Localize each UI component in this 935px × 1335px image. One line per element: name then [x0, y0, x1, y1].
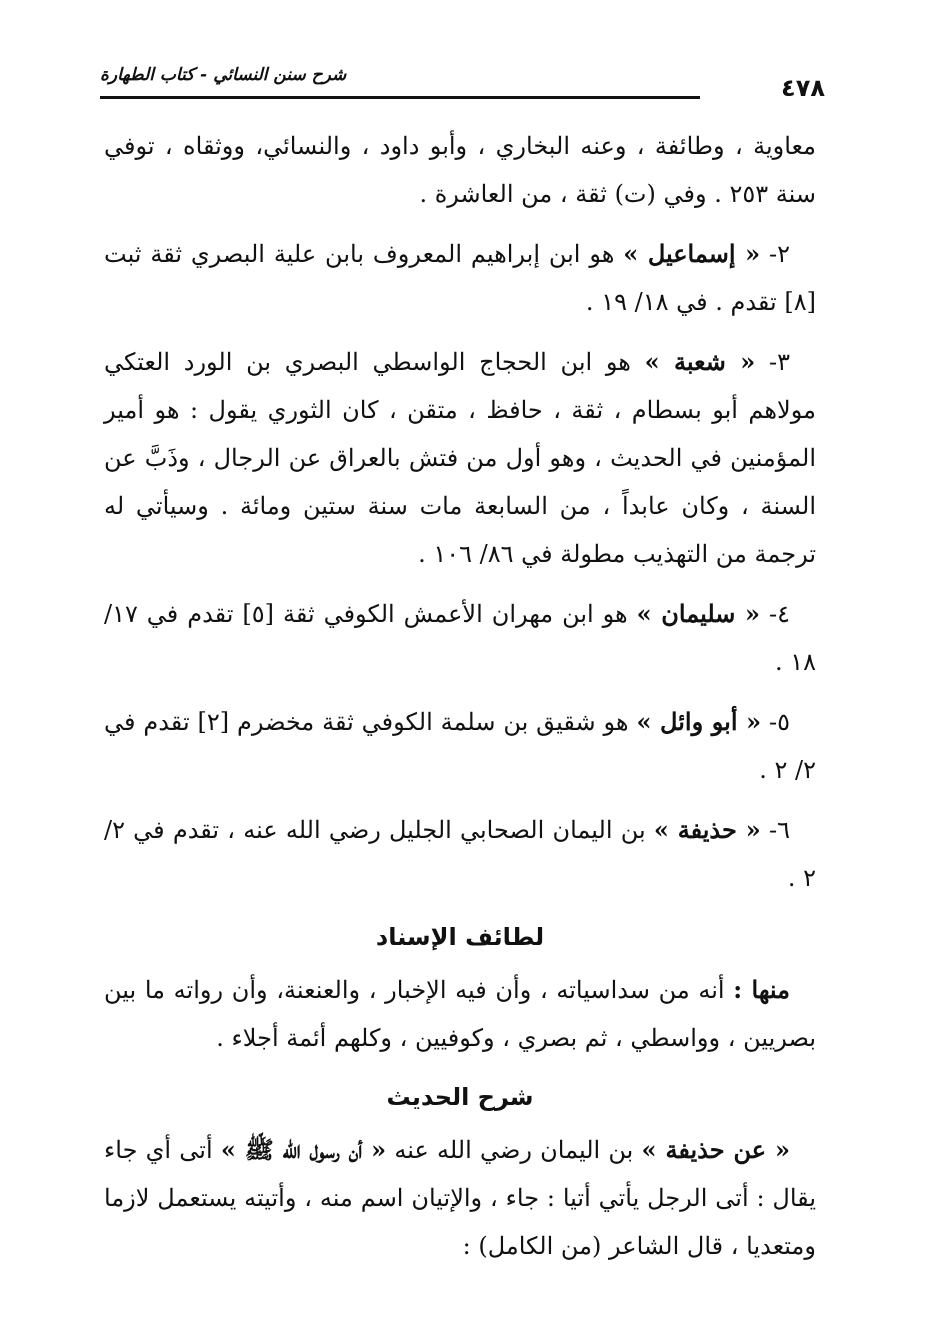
hadith-quote: « أن رسول الله ﷺ »: [220, 1135, 387, 1164]
paragraph-text: معاوية ، وطائفة ، وعنه البخاري ، وأبو داود ، والنسائي، ووثقاه ، توفي سنة ٢٥٣ . وفي (ت) ثقة ، من العاشرة .: [104, 132, 816, 208]
paragraph-text-mid: بن اليمان رضي الله عنه: [394, 1136, 634, 1164]
narrator-entry-4: [104, 590, 816, 686]
narrator-entry-6: [104, 806, 816, 902]
paragraph-continuation: [104, 122, 816, 218]
narrator-entry-5: [104, 698, 816, 794]
entry-number: ٦-: [768, 816, 790, 844]
entry-number: ٣-: [768, 348, 790, 376]
narrator-entry-2: [104, 230, 816, 326]
narrator-name: « سليمان »: [636, 599, 761, 628]
entry-text: هو ابن الحجاج الواسطي البصري بن الورد العتكي مولاهم أبو بسطام ، ثقة ، حافظ ، متقن ، كان الثوري يقول : هو أمير المؤمنين في الحديث ، وهو أول من فتش بالعراق عن الرجال ، وذَبَّ عن السنة ، وكان عابداً ، من السابعة مات سنة ستين ومائة . وسيأتي له ترجمة من التهذيب مطولة في ٨٦/ ١٠٦ .: [104, 348, 816, 568]
entry-number: ٤-: [768, 600, 790, 628]
section-heading-hadith: شرح الحديث: [386, 1083, 534, 1111]
narrator-name: « أبو وائل »: [636, 707, 762, 736]
narrator-name: « شعبة »: [644, 347, 756, 376]
hadith-paragraph: [104, 1126, 816, 1270]
header-rule: [100, 96, 700, 99]
narrator-name: « إسماعيل »: [623, 239, 761, 268]
narrator-entry-3: [104, 338, 816, 578]
entry-text: هو ابن مهران الأعمش الكوفي ثقة [٥] تقدم في ١٧/ ١٨ .: [104, 600, 816, 676]
paragraph-text: أنه من سداسياته ، وأن فيه الإخبار ، والعنعنة، وأن رواته ما بين بصريين ، وواسطي ، ثم بصري ، وكوفيين ، وكلهم أئمة أجلاء .: [104, 976, 816, 1052]
page-number: ٤٧٨: [781, 74, 825, 102]
running-title: شرح سنن النسائي - كتاب الطهارة: [100, 65, 347, 85]
page-body: [104, 122, 816, 1282]
narrator-name: « حذيفة »: [653, 815, 761, 844]
paragraph-text: أتى أي جاء يقال : أتى الرجل يأتي أتيا : جاء ، والإتيان اسم منه ، وأتيته يستعمل لازما ومتعديا ، قال الشاعر (من الكامل) :: [104, 1136, 816, 1260]
isnad-paragraph: [104, 966, 816, 1062]
entry-text: بن اليمان الصحابي الجليل رضي الله عنه ، تقدم في ٢/ ٢ .: [104, 816, 816, 892]
entry-text: هو ابن إبراهيم المعروف بابن علية البصري ثقة ثبت [٨] تقدم . في ١٨/ ١٩ .: [104, 240, 816, 316]
entry-number: ٥-: [768, 708, 790, 736]
entry-number: ٢-: [768, 240, 790, 268]
section-heading-isnad: لطائف الإسناد: [375, 923, 545, 951]
lead-quote: « عن حذيفة »: [641, 1135, 790, 1164]
lead-word: منها :: [733, 975, 790, 1004]
entry-text: هو شقيق بن سلمة الكوفي ثقة مخضرم [٢] تقدم في ٢/ ٢ .: [104, 708, 816, 784]
